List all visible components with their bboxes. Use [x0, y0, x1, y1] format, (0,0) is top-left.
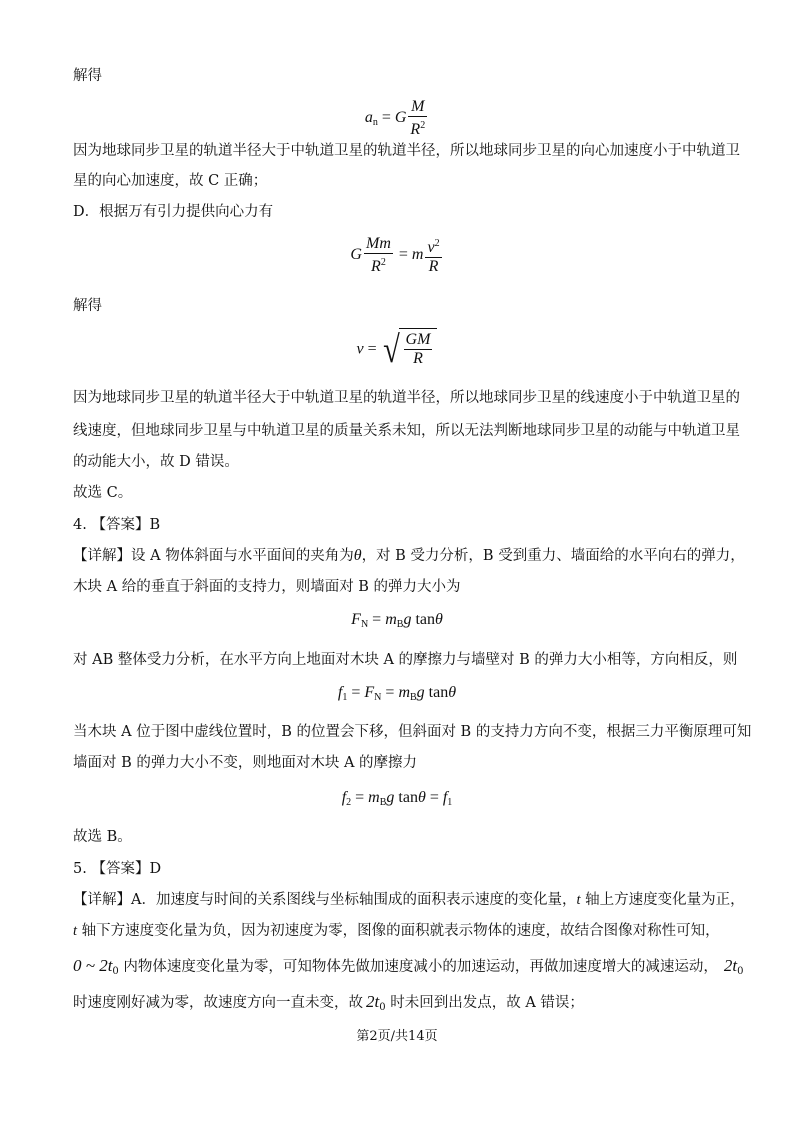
text-line: 当木块 A 位于图中虚线位置时，B 的位置会下移，但斜面对 B 的支持力方向不变，根据三力平衡原理可知	[73, 724, 752, 740]
text-line: 因为地球同步卫星的轨道半径大于中轨道卫星的轨道半径，所以地球同步卫星的线速度小于中轨道卫星的	[73, 390, 740, 406]
text-line: D．根据万有引力提供向心力有	[73, 204, 274, 220]
text-line: 的动能大小，故 D 错误。	[73, 454, 239, 470]
equation-v: v = √ $\frac{GM}{R}$	[0, 328, 794, 372]
answer-heading: 4. 【答案】B	[73, 517, 161, 533]
text-line: 解得	[73, 68, 102, 84]
text-line: 星的向心加速度，故 C 正确；	[73, 173, 268, 189]
equation-an: $a_n = G$ $\frac{M}{R^2}$	[364, 98, 426, 138]
text-line: 故选 B。	[73, 829, 132, 845]
text-line: 墙面对 B 的弹力大小不变，则地面对木块 A 的摩擦力	[73, 755, 418, 771]
text-line: 木块 A 给的垂直于斜面的支持力，则墙面对 B 的弹力大小为	[73, 579, 461, 595]
text-line: t 轴下方速度变化量为负，因为初速度为零，图像的面积就表示物体的速度，故结合图像对称性可知，	[73, 923, 720, 939]
page-footer: 第2页/共14页	[356, 1029, 438, 1044]
theta-symbol: θ	[353, 547, 362, 564]
text-line: 0 ~ $2t_0$ 内物体速度变化量为零，可知物体先做加速度减小的加速运动，再做加速度增大的减速运动， $2t_0$	[73, 956, 744, 977]
text-line: 时速度刚好减为零，故速度方向一直未变，故 $2t_0$ 时未回到出发点，故 A 错误；	[73, 992, 584, 1013]
equation-gravity-velocity: G $\frac{Mm}{R^2}$ = m $\frac{v^2}{R}$	[350, 235, 440, 275]
answer-heading: 5. 【答案】D	[73, 861, 162, 877]
text-line: 解得	[73, 298, 102, 314]
text-line: 对 AB 整体受力分析，在水平方向上地面对木块 A 的摩擦力与墙壁对 B 的弹力大小相等，方向相反，则	[73, 652, 738, 668]
text-line: 因为地球同步卫星的轨道半径大于中轨道卫星的轨道半径，所以地球同步卫星的向心加速度小于中轨道卫	[73, 143, 740, 159]
equation-f2: $f_2 = m_Bg$ $\tan\theta = f_1$	[341, 789, 453, 808]
text-line: 【详解】A．加速度与时间的关系图线与坐标轴围成的面积表示速度的变化量，t 轴上方速度变化量为正，	[73, 892, 745, 908]
text-line: 线速度，但地球同步卫星与中轨道卫星的质量关系未知，所以无法判断地球同步卫星的动能与中轨道卫星	[73, 423, 740, 439]
equation-f1: $f_1 = F_N = m_Bg$ tanθ	[337, 684, 457, 703]
text-line: 【详解】设 A 物体斜面与水平面间的夹角为θ，对 B 受力分析，B 受到重力、墙面给的水平向右的弹力，	[73, 547, 745, 564]
text-line: 故选 C。	[73, 485, 133, 501]
equation-fn: $F_N = m_Bg$ tanθ	[351, 611, 443, 630]
